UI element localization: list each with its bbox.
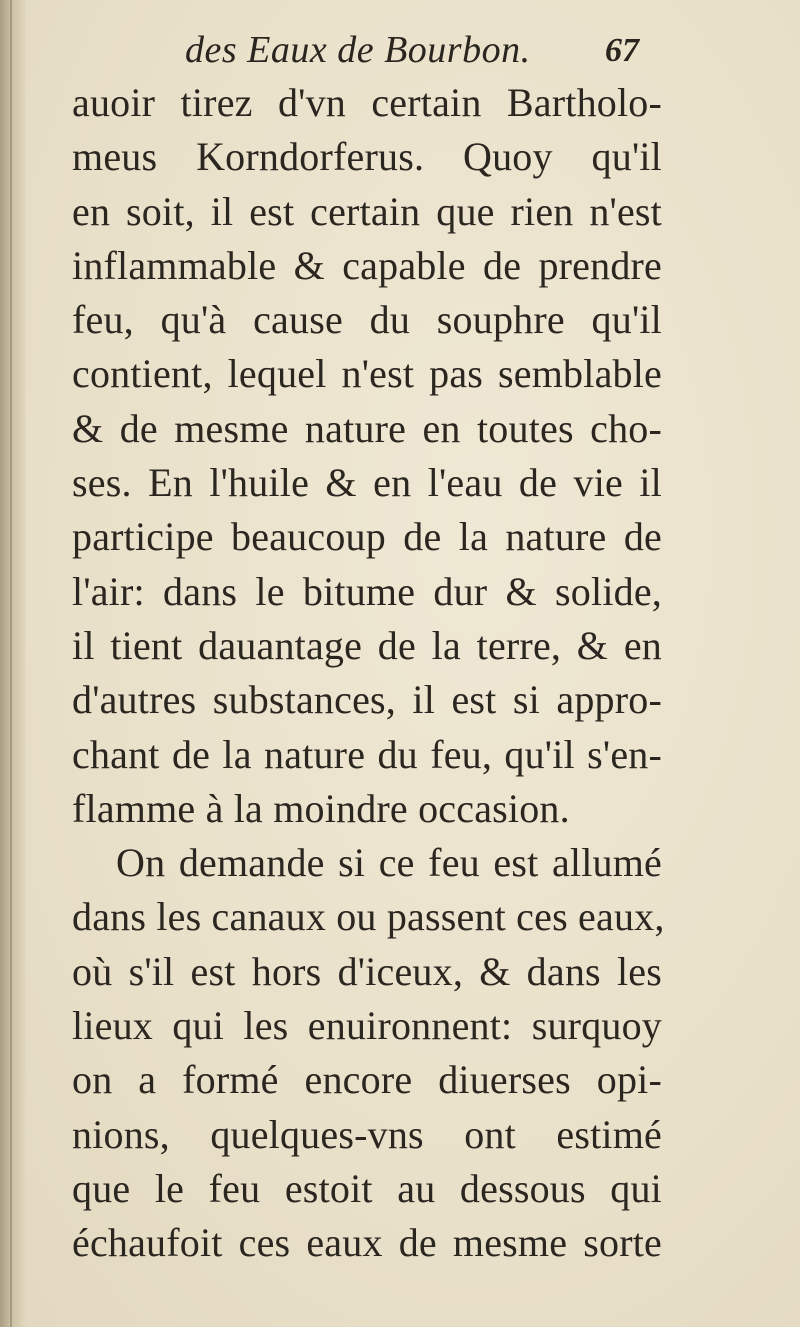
page-number: 67	[605, 32, 639, 69]
text-line: chant de la nature du feu, qu'il s'en-	[72, 731, 662, 777]
body-text	[72, 76, 665, 1271]
running-title: des Eaux de Bourbon.	[185, 29, 531, 71]
text-line: en soit, il est certain que rien n'est	[72, 188, 662, 234]
text-line: que le feu estoit au dessous qui	[72, 1165, 662, 1211]
text-line: échaufoit ces eaux de mesme sorte	[72, 1220, 662, 1266]
text-line: nions, quelques-vns ont estimé	[72, 1111, 662, 1157]
text-line: ses. En l'huile & en l'eau de vie il	[72, 460, 662, 506]
text-line: inflammable & capable de prendre	[72, 242, 662, 288]
text-line: & de mesme nature en toutes cho-	[72, 405, 662, 451]
text-line: on a formé encore diuerses opi-	[72, 1057, 662, 1103]
text-line: où s'il est hors d'iceux, & dans les	[72, 948, 662, 994]
text-line: lieux qui les enuironnent: surquoy	[72, 1003, 662, 1049]
binding-gutter	[0, 0, 26, 1327]
text-line: contient, lequel n'est pas semblable	[72, 351, 662, 397]
text-line: meus Korndorferus. Quoy qu'il	[72, 134, 662, 180]
binding-edge-line	[10, 0, 12, 1327]
text-line: feu, qu'à cause du souphre qu'il	[72, 297, 662, 343]
text-line: il tient dauantage de la terre, & en	[72, 622, 662, 668]
page-header	[0, 14, 800, 74]
text-line: d'autres substances, il est si appro-	[72, 677, 662, 723]
text-line: dans les canaux ou passent ces eaux,	[72, 894, 665, 940]
text-line: auoir tirez d'vn certain Bartholo-	[72, 80, 662, 125]
text-line: l'air: dans le bitume dur & solide,	[72, 568, 662, 614]
paragraph-start-line: On demande si ce feu est allumé	[116, 840, 662, 886]
text-line: flamme à la moindre occasion.	[72, 785, 570, 831]
text-line: participe beaucoup de la nature de	[72, 514, 662, 560]
